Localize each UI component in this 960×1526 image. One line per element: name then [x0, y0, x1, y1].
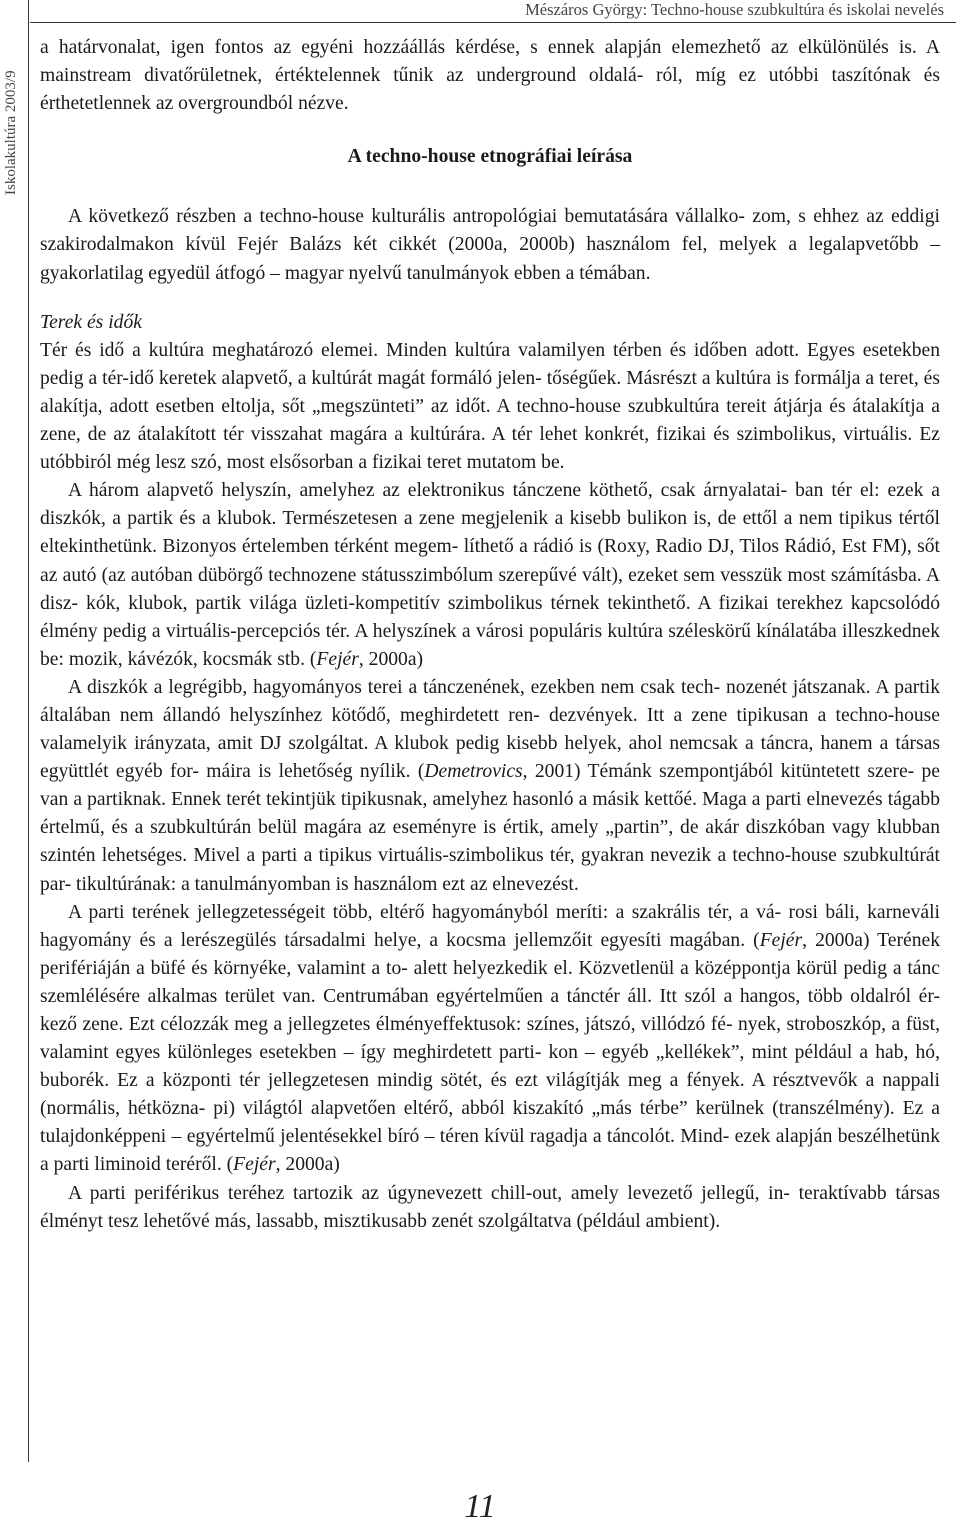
- margin-rule: [28, 0, 29, 1462]
- paragraph-2: Tér és idő a kultúra meghatározó elemei. Minden kultúra valamilyen térben és időben adott. Egyes esetekben pedig a tér-idő keretek alapvető, a kultúrát magát formáló jelen- tőségűek. Másrészt a kultúra is formálja a teret, és alakítja, adott esetben eltolja, sőt „megszünteti” az időt. A techno-house szubkultúra tereit átjárja és átalakítja a zene, de az átalakított tér visszahat magára a kultúrára. A tér lehet konkrét, fizikai és szimbolikus, virtuális. Ez utóbbiról még lesz szó, most elsősorban a fizikai teret mutatom be.: [40, 339, 940, 474]
- running-head-text: Iskolakultúra 2003/9: [3, 70, 19, 195]
- citation: Demetrovics: [424, 761, 523, 783]
- subsection-title: Terek és idők: [40, 311, 142, 333]
- intro-paragraph: a határvonalat, igen fontos az egyéni hozzáállás kérdése, s ennek alapján elemezhető az elkülönülés is. A mainstream divatőrületnek, értéktelennek tűnik az underground oldalá- ról, míg ez utóbbi taszítónak és érthetetlennek az overgroundból nézve.: [40, 37, 940, 115]
- paragraph-1: A következő részben a techno-house kulturális antropológiai bemutatására vállalko- zom, s ehhez az eddigi szakirodalmakon kívül Fejér Balázs két cikkét (2000a, 2000b) használom fel, melyek a legalapvetőbb – gyakorlatilag egyedül átfogó – magyar nyelvű tanulmányok ebben a témában.: [40, 206, 940, 284]
- paragraph-3: A három alapvető helyszín, amelyhez az elektronikus tánczene köthető, csak árnyalatai- ban tér el: ezek a diszkók, a partik és a klubok. Természetesen a zene megjelenik a kisebb bulikon is, de ettől a nem tipikus tértől eltekinthetünk. Bizonyos értelemben térként megem- líthető a rádió is (Roxy, Radio DJ, Tilos Rádió, Est FM), sőt az autó (az autóban dübörgő technozene státusszimbólum szerepűvé vált), ezeket sem vesszük most számításba. A disz- kók, klubok, partik világa üzleti-kompetitív szimbolikus térnek tekinthető. A fizikai terekhez kapcsolódó élmény pedig a virtuális-percepciós tér. A helyszínek a városi populáris kultúra széleskörű kínálatába illeszkednek be: mozik, kávézók, kocsmák stb. (Fejér, 2000a): [40, 480, 940, 670]
- paragraph-4: A diszkók a legrégibb, hagyományos terei a tánczenének, ezekben nem csak tech- nozenét játszanak. A partik általában nem állandó helyszínhez kötődő, meghirdetett ren- dezvények. Itt a zene tipikusan a techno-house valamelyik irányzata, amit DJ szolgáltat. A klubok pedig kisebb helyek, ahol nemcsak a táncra, hanem a társas együttlét egyéb for- máira is lehetőség nyílik. (Demetrovics, 2001) Témánk szempontjából kitüntetett szere- pe van a partiknak. Ennek terét tekintjük tipikusnak, amelyhez hasonló a másik kettőé. Maga a parti elnevezés tágabb értelmű, és a szubkultúrán belül magára az eseményre is értik, amely „partin”, de akár diszkóban vagy klubban szintén lehetséges. Mivel a parti a tipikus virtuális-szimbolikus tér, gyakran nevezik a techno-house szubkultúrát par- tikultúrának: a tanulmányomban is használom ezt az elnevezést.: [40, 676, 940, 895]
- citation: Fejér: [759, 929, 803, 951]
- header-rule: [30, 22, 956, 23]
- citation: Fejér: [316, 648, 359, 670]
- page-number: 11: [464, 1488, 496, 1525]
- article-body: [40, 34, 940, 1236]
- section-title: A techno-house etnográfiai leírása: [347, 146, 633, 168]
- citation: Fejér: [233, 1154, 276, 1176]
- page-header: Mészáros György: Techno-house szubkultúra és iskolai nevelés: [525, 0, 944, 19]
- running-head: [3, 0, 23, 300]
- paragraph-5: A parti terének jellegzetességeit több, eltérő hagyományból meríti: a szakrális tér, a vá- rosi báli, karneváli hagyomány és a lerészegülés társadalmi helye, a kocsma jellemzőit egyesíti magában. (Fejér, 2000a) Terének perifériáján a büfé és környéke, valamint a to- alett helyezkedik el. Közvetlenül a középpontja körül pedig a tánc szemlélésére alkalmas terület van. Centrumában egyértelműen a tánctér áll. Itt szól a hangos, több oldalról ér- kező zene. Ezt célozzák meg a jellegzetes élményeffektusok: színes, játszó, villódzó fé- nyek, stroboszkóp, a füst, valamint egyes különleges esetekben – így meghirdetett parti- kon – egyéb „kellékek”, mint például a hab, hó, buborék. Ez a központi tér jellegzetesen mindig sötét, és ezt világítják meg a fények. A résztvevők a nappali (normális, hétközna- pi) világtól alapvetően eltérő, abból kiszakító „más térbe” kerülnek (transzélmény). Ez a tulajdonképpeni – egyértelmű jelentésekkel bíró – téren kívül ragadja a táncolót. Mind- ezek alapján beszélhetünk a parti liminoid teréről. (Fejér, 2000a): [40, 901, 940, 1176]
- paragraph-6: A parti periférikus teréhez tartozik az úgynevezett chill-out, amely levezető jellegű, in- teraktívabb társas élményt tesz lehetővé más, lassabb, misztikusabb zenét szolgáltatva (például ambient).: [40, 1182, 940, 1232]
